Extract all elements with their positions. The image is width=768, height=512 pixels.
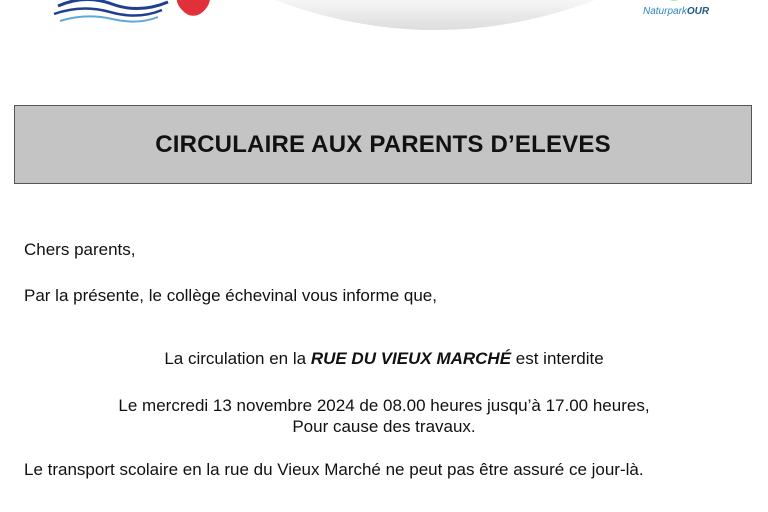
- header-decorative-arc: [250, 0, 620, 34]
- municipality-wave-logo-icon: [50, 0, 220, 28]
- date-line: Le mercredi 13 novembre 2024 de 08.00 heures jusqu’à 17.00 heures,: [118, 396, 650, 415]
- circulation-after-text: est interdite: [511, 349, 604, 368]
- title-banner: [14, 105, 752, 184]
- circulation-before-text: La circulation en la: [164, 349, 311, 368]
- naturpark-logo-prefix: Naturpark: [643, 6, 687, 17]
- intro-text: Par la présente, le collège échevinal vous informe que,: [24, 286, 437, 305]
- transport-notice: Le transport scolaire en la rue du Vieux Marché ne peut pas être assuré ce jour-là.: [24, 460, 644, 479]
- naturpark-logo-suffix: OUR: [686, 6, 710, 17]
- street-name: RUE DU VIEUX MARCHÉ: [310, 349, 512, 368]
- greeting-text: Chers parents,: [24, 240, 136, 259]
- naturpark-logo-text: [643, 6, 709, 17]
- circulation-notice: [0, 348, 768, 370]
- page-title: CIRCULAIRE AUX PARENTS D’ELEVES: [155, 130, 611, 158]
- reason-line: Pour cause des travaux.: [292, 417, 476, 436]
